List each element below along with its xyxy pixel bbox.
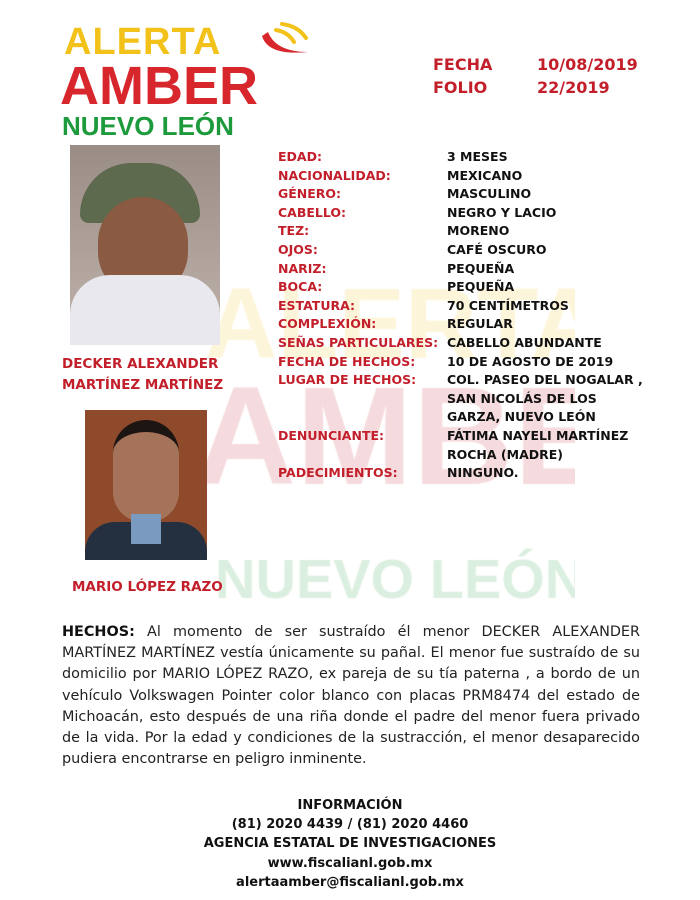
folio-label: FOLIO <box>433 78 488 97</box>
detail-label: TEZ: <box>278 223 310 239</box>
detail-value: FÁTIMA NAYELI MARTÍNEZ ROCHA (MADRE) <box>447 427 629 462</box>
agency-name: AGENCIA ESTATAL DE INVESTIGACIONES <box>203 836 497 852</box>
detail-label: CABELLO: <box>278 204 347 220</box>
email-link[interactable]: alertaamber@fiscalianl.gob.mx <box>236 874 464 890</box>
detail-value: 3 MESES <box>447 149 508 164</box>
detail-label: PADECIMIENTOS: <box>278 465 398 481</box>
signal-waves-icon <box>262 22 312 60</box>
folio-value: 22/2019 <box>537 78 610 97</box>
detail-row <box>278 241 647 260</box>
detail-row <box>278 148 647 167</box>
child-name-line2: MARTÍNEZ MARTÍNEZ <box>62 377 224 393</box>
detail-value: MEXICANO <box>447 167 523 183</box>
detail-row <box>278 297 647 316</box>
fecha-label: FECHA <box>433 55 493 74</box>
detail-value: MORENO <box>447 223 510 239</box>
detail-value: PEQUEÑA <box>447 260 515 276</box>
detail-value: NINGUNO. <box>447 465 519 481</box>
detail-row <box>278 222 647 241</box>
hechos-label: HECHOS: <box>62 624 135 640</box>
detail-label: SEÑAS PARTICULARES: <box>278 334 439 350</box>
detail-row <box>278 464 647 483</box>
detail-row <box>278 427 647 464</box>
detail-label: FECHA DE HECHOS: <box>278 353 416 369</box>
detail-row <box>278 371 647 427</box>
child-photo <box>70 145 220 345</box>
detail-row <box>278 167 647 186</box>
detail-value: MASCULINO <box>447 186 532 202</box>
logo-nuevo-leon: NUEVO LEÓN <box>62 111 234 141</box>
website-link[interactable]: www.fiscalianl.gob.mx <box>267 855 433 871</box>
fecha-value: 10/08/2019 <box>537 55 638 74</box>
detail-row <box>278 260 647 279</box>
detail-value: 70 CENTÍMETROS <box>447 297 569 313</box>
detail-row <box>278 353 647 372</box>
detail-label: ESTATURA: <box>278 297 356 313</box>
detail-label: COMPLEXIÓN: <box>278 316 377 332</box>
details-list <box>278 148 647 483</box>
child-name <box>62 354 223 396</box>
suspect-photo <box>85 410 207 560</box>
detail-value: CAFÉ OSCURO <box>447 241 547 257</box>
hechos-text: Al momento de ser sustraído él menor DECKER ALEXANDER MARTÍNEZ MARTÍNEZ vestía únicamente su pañal. El menor fue sustraído de su domicilio por MARIO LÓPEZ RAZO, ex pareja de su tía paterna , a bordo de un vehículo Volkswagen Pointer color blanco con placas PRM8474 del estado de Michoacán, esto después de una riña donde el padre del menor fuera privado de la vida. Por la edad y condiciones de la sustracción, el menor desaparecido pudiera encontrarse en peligro inminente. <box>62 624 641 768</box>
detail-value: 10 DE AGOSTO DE 2019 <box>447 353 614 369</box>
detail-label: DENUNCIANTE: <box>278 427 385 443</box>
detail-value: PEQUEÑA <box>447 279 515 295</box>
logo-alerta: ALERTA <box>64 21 222 63</box>
detail-label: LUGAR DE HECHOS: <box>278 372 417 388</box>
info-title: INFORMACIÓN <box>297 798 403 813</box>
detail-row <box>278 334 647 353</box>
detail-value: NEGRO Y LACIO <box>447 204 557 220</box>
detail-label: EDAD: <box>278 149 322 164</box>
detail-value: CABELLO ABUNDANTE <box>447 334 602 350</box>
detail-row <box>278 278 647 297</box>
contact-info <box>0 796 700 892</box>
child-name-line1: DECKER ALEXANDER <box>62 356 219 372</box>
detail-label: OJOS: <box>278 241 318 257</box>
suspect-name: MARIO LÓPEZ RAZO <box>72 579 223 595</box>
detail-value: COL. PASEO DEL NOGALAR , SAN NICOLÁS DE LOS GARZA, NUEVO LEÓN <box>447 372 643 425</box>
detail-row <box>278 185 647 204</box>
detail-row <box>278 315 647 334</box>
detail-label: NARIZ: <box>278 260 327 276</box>
detail-value: REGULAR <box>447 316 513 332</box>
hechos-paragraph <box>62 622 640 770</box>
detail-label: NACIONALIDAD: <box>278 167 391 183</box>
logo-amber: AMBER <box>60 56 258 116</box>
detail-label: GÉNERO: <box>278 186 342 202</box>
detail-row <box>278 204 647 223</box>
phone-numbers: (81) 2020 4439 / (81) 2020 4460 <box>231 817 469 833</box>
detail-label: BOCA: <box>278 279 323 295</box>
